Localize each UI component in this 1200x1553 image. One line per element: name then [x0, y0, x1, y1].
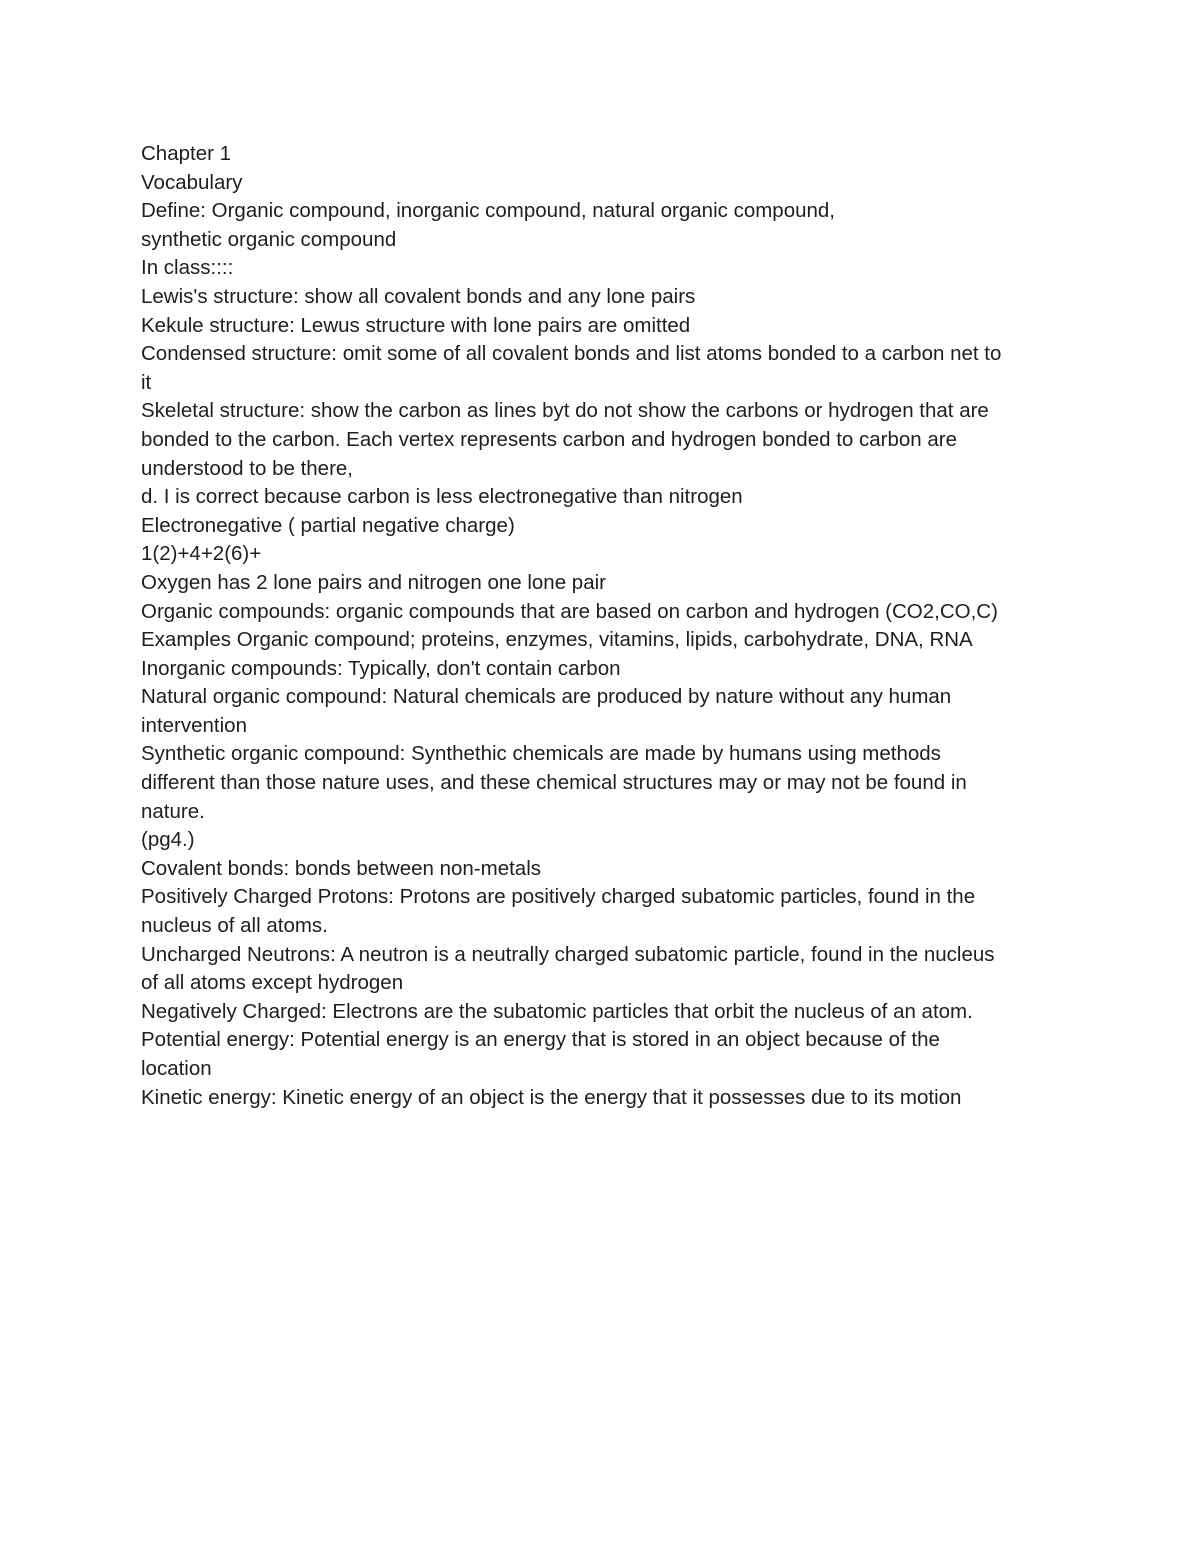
section-heading-in-class: In class::::: [141, 256, 234, 280]
text-line: different than those nature uses, and these chemical structures may or may not be found in: [141, 771, 967, 795]
text-line: Kinetic energy: Kinetic energy of an object is the energy that it possesses due to its motion: [141, 1085, 962, 1109]
text-line: Positively Charged Protons: Protons are positively charged subatomic particles, found in the: [141, 885, 976, 909]
text-line: Electronegative ( partial negative charge): [141, 513, 515, 537]
text-line: Potential energy: Potential energy is an energy that is stored in an object because of the: [141, 1028, 940, 1052]
document-body: [141, 140, 1061, 1112]
text-line: Synthetic organic compound: Synthethic chemicals are made by humans using methods: [141, 742, 941, 766]
text-line: Covalent bonds: bonds between non-metals: [141, 856, 542, 880]
text-line: d. I is correct because carbon is less electronegative than nitrogen: [141, 485, 743, 509]
text-line: nucleus of all atoms.: [141, 914, 328, 938]
text-line: Uncharged Neutrons: A neutron is a neutrally charged subatomic particle, found in the nucleus: [141, 942, 995, 966]
text-line: Inorganic compounds: Typically, don't contain carbon: [141, 656, 621, 680]
text-line: Skeletal structure: show the carbon as lines byt do not show the carbons or hydrogen that are: [141, 399, 989, 423]
text-line: Organic compounds: organic compounds that are based on carbon and hydrogen (CO2,CO,C): [141, 599, 998, 623]
text-line: Condensed structure: omit some of all covalent bonds and list atoms bonded to a carbon net to: [141, 342, 1002, 366]
text-line: bonded to the carbon. Each vertex represents carbon and hydrogen bonded to carbon are: [141, 427, 958, 451]
text-line: Natural organic compound: Natural chemicals are produced by nature without any human: [141, 685, 952, 709]
text-line: intervention: [141, 713, 247, 737]
text-line: it: [141, 370, 152, 394]
text-line: (pg4.): [141, 828, 195, 852]
section-heading-vocabulary: Vocabulary: [141, 170, 243, 194]
text-line: Negatively Charged: Electrons are the subatomic particles that orbit the nucleus of an atom.: [141, 999, 973, 1023]
text-line: of all atoms except hydrogen: [141, 971, 404, 995]
text-line: nature.: [141, 799, 205, 823]
text-line: Oxygen has 2 lone pairs and nitrogen one lone pair: [141, 570, 606, 594]
text-line: synthetic organic compound: [141, 227, 397, 251]
text-line: location: [141, 1057, 212, 1080]
text-line: Examples Organic compound; proteins, enzymes, vitamins, lipids, carbohydrate, DNA, RNA: [141, 628, 973, 652]
text-line: understood to be there,: [141, 456, 353, 480]
chapter-heading: Chapter 1: [141, 142, 232, 165]
text-line: Lewis's structure: show all covalent bonds and any lone pairs: [141, 284, 696, 308]
text-line: 1(2)+4+2(6)+: [141, 542, 262, 566]
text-line: Define: Organic compound, inorganic compound, natural organic compound,: [141, 199, 835, 223]
text-line: Kekule structure: Lewus structure with lone pairs are omitted: [141, 313, 691, 337]
